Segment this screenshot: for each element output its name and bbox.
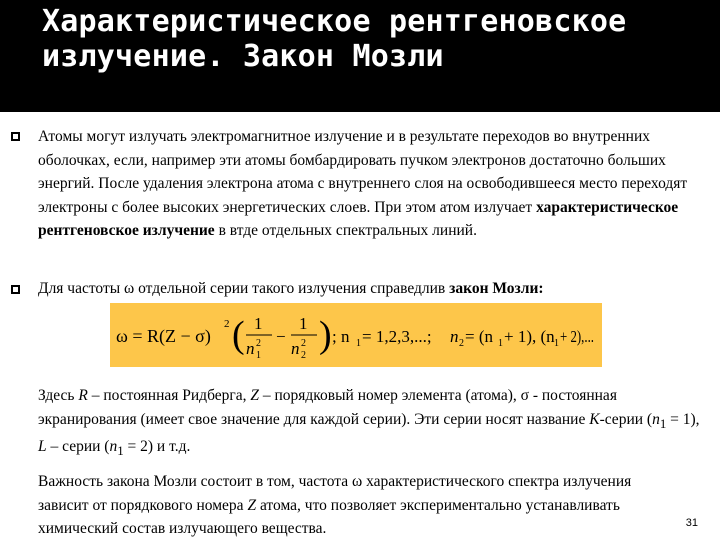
moseley-formula-box	[110, 303, 602, 367]
cond2: n	[450, 327, 459, 346]
frac1-den-sub: 1	[256, 350, 261, 361]
cond1-vals: = 1,2,3,...;	[362, 327, 432, 346]
cond2-vals-a-sub: 1	[498, 338, 503, 349]
square-bullet-icon	[11, 285, 20, 294]
importance-text: Важность закона Мозли состоит в том, частота ω характеристического спектра излучения зависит от порядкового номера Z атома, что позволяет экспериментально устанавливать химический состав излучающего вещества.	[38, 473, 632, 537]
cond1: ; n	[332, 327, 350, 346]
moseley-formula	[116, 309, 596, 361]
bullet2-bold-run: закон Мозли:	[449, 280, 544, 297]
cond2-vals-a: = (n	[465, 327, 493, 346]
frac2-den-sub: 2	[301, 350, 306, 361]
bullet-icon	[11, 132, 20, 141]
cond2-sub: 2	[459, 338, 464, 349]
bullet-text-2	[38, 277, 710, 301]
formula-exp: 2	[224, 318, 230, 330]
bullet-text-1	[38, 125, 710, 243]
cond2-vals-c: + 2),...	[560, 327, 594, 346]
cond2-vals-b: + 1), (n	[504, 327, 555, 346]
frac2-den-sup: 2	[301, 338, 306, 349]
bullet2-run: Для частоты ω отдельной серии такого излучения справедлив	[38, 280, 450, 297]
frac2-den: n	[291, 339, 300, 358]
bullet1-bold-run: характеристическое рентгеновское излучение	[38, 198, 679, 239]
frac1-den: n	[246, 339, 255, 358]
title-bar	[0, 0, 720, 112]
slide-title: Характеристическое рентгеновское излучение. Закон Мозли	[42, 4, 627, 74]
bullet1-run: Атомы могут излучать электромагнитное излучение и в результате переходов во внутренних оболочках, если, например эти атомы бомбардировать пучком электронов достаточно больших энергий. После удаления электрона атома с внутреннего слоя на освободившееся место переходят электроны с более высоких энергетических слоев. При этом атом излучает	[38, 128, 688, 216]
cond2-vals-b-sub: 1	[554, 338, 559, 349]
formula-minus: −	[276, 327, 286, 346]
bullet1-run: в втде отдельных спектральных линий.	[214, 222, 477, 239]
square-bullet-icon	[11, 132, 20, 141]
page-number: 31	[685, 517, 698, 529]
paren-right: )	[319, 314, 332, 356]
bullet-icon	[11, 285, 20, 294]
frac1-den-sup: 2	[256, 338, 261, 349]
formula-lhs: ω = R(Z − σ)	[116, 326, 211, 346]
frac2-num: 1	[299, 314, 308, 333]
cond1-sub: 1	[356, 338, 361, 349]
paren-left: (	[232, 314, 245, 356]
explanation-text: Здесь R – постоянная Ридберга, Z – порядковый номер элемента (атома), σ - постоянная экранирования (имеет свое значение для каждой серии). Эти серии носят название K-серии $(n_1 = 1)$, L – серии $(n_1 = 2)$ и т.д.	[38, 387, 700, 459]
frac1-num: 1	[254, 314, 263, 333]
